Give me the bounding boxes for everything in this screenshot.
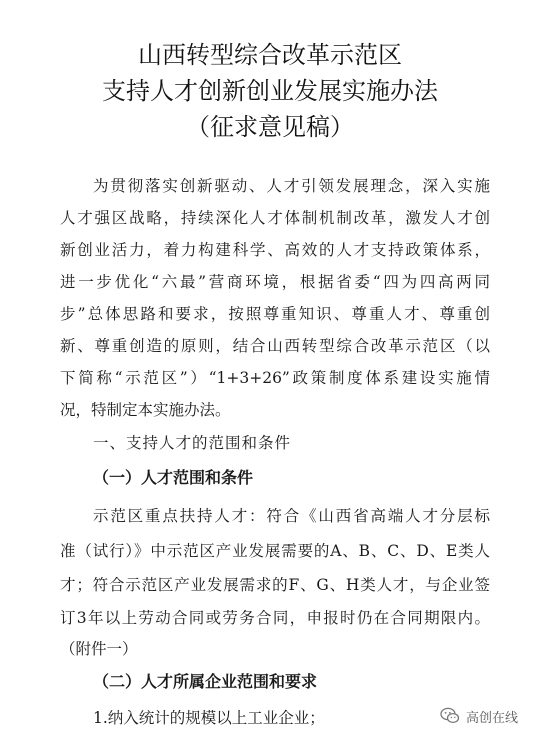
sub1-line: 订3年以上劳动合同或劳务合同，申报时仍在合同期限内。	[60, 609, 490, 627]
section-heading: 一、支持人才的范围和条件	[93, 434, 292, 452]
intro-line: 下简称“示范区”）“1+3+26”政策制度体系建设实施情	[60, 369, 490, 387]
intro-line: 步”总体思路和要求，按照尊重知识、尊重人才、尊重创	[60, 305, 490, 323]
sub1-line: 示范区重点扶持人才：符合《山西省高端人才分层标	[93, 507, 490, 525]
intro-line: 新创业活力，着力构建科学、高效的人才支持政策体系，	[60, 241, 490, 259]
watermark-text: 高创在线	[466, 710, 519, 726]
title-line-3: （征求意见稿）	[186, 113, 354, 141]
sub1-line: 才；符合示范区产业发展需求的F、G、H类人才，与企业签	[60, 576, 490, 594]
sub2-item: 1.纳入统计的规模以上工业企业；	[93, 709, 325, 727]
sub1-line: （附件一）	[60, 640, 138, 658]
intro-line: 人才强区战略，持续深化人才体制机制改革，激发人才创	[60, 209, 490, 227]
intro-line: 况，特制定本实施办法。	[60, 401, 231, 419]
subsection-heading: （二）人才所属企业范围和要求	[93, 672, 318, 691]
sub1-line: 准（试行）》中示范区产业发展需要的A、B、C、D、E类人	[60, 542, 490, 560]
intro-line: 新、尊重创造的原则，结合山西转型综合改革示范区（以	[60, 337, 490, 355]
wechat-icon	[440, 707, 460, 725]
title-line-2: 支持人才创新创业发展实施办法	[102, 77, 438, 105]
subsection-heading: （一）人才范围和条件	[93, 468, 254, 487]
watermark	[440, 703, 518, 729]
intro-line: 进一步优化“六最”营商环境，根据省委“四为四高两同	[60, 273, 490, 291]
intro-line: 为贯彻落实创新驱动、人才引领发展理念，深入实施	[93, 177, 490, 195]
title-line-1: 山西转型综合改革示范区	[138, 41, 402, 69]
